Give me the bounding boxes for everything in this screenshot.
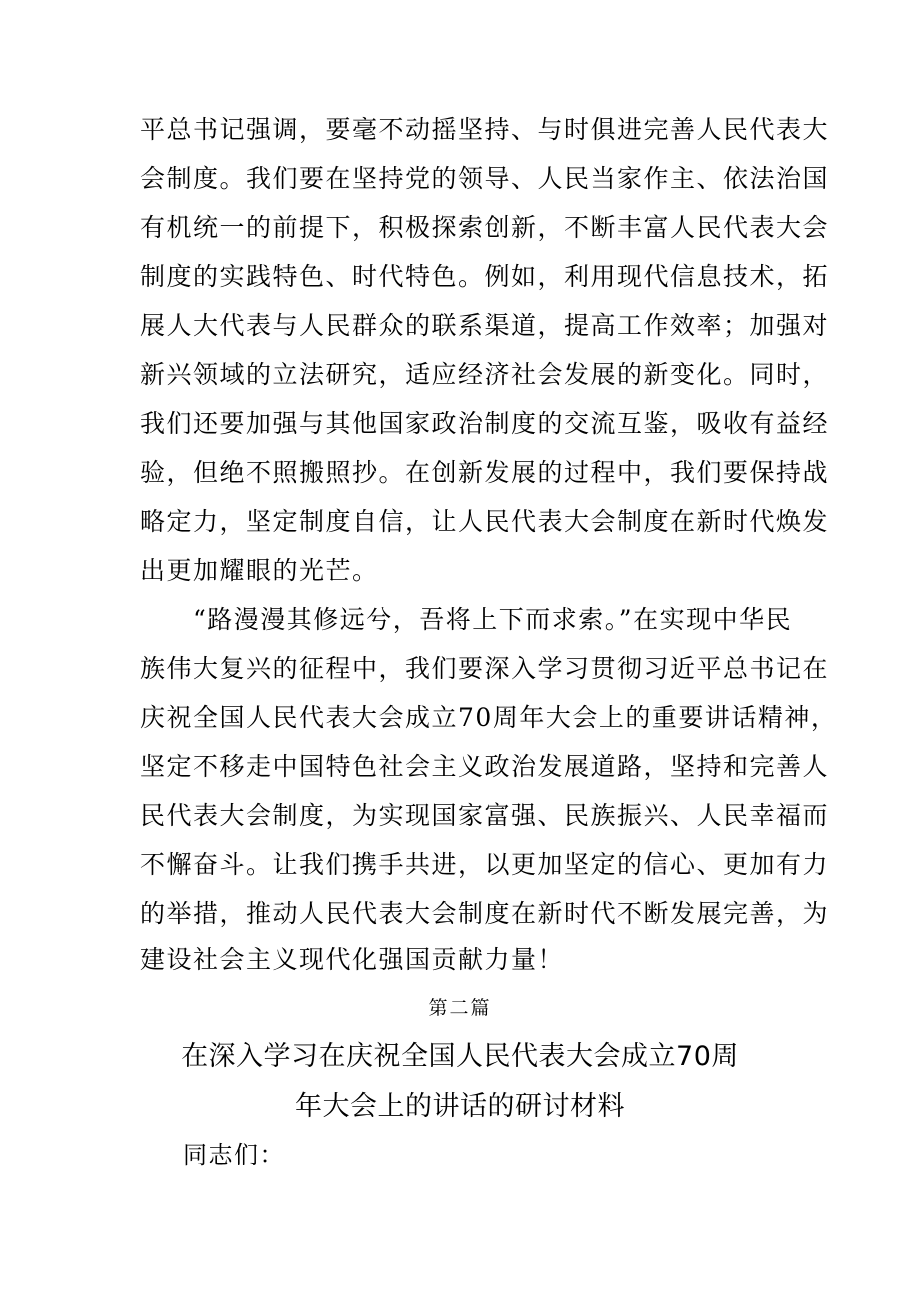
- paragraph-line: 民代表大会制度，为实现国家富强、民族振兴、人民幸福而: [140, 801, 830, 830]
- title-line-1: 在深入学习在庆祝全国人民代表大会成立70周: [181, 1041, 739, 1072]
- paragraph-line: 略定力，坚定制度自信，让人民代表大会制度在新时代焕发: [140, 507, 830, 536]
- paragraph-line: 建设社会主义现代化强国贡献力量！: [140, 945, 565, 974]
- paragraph-line: 坚定不移走中国特色社会主义政治发展道路，坚持和完善人: [140, 752, 830, 781]
- paragraph-line: 展人大代表与人民群众的联系渠道，提高工作效率；加强对: [140, 311, 830, 340]
- section-label: 第二篇: [428, 997, 492, 1019]
- title-line-2: 年大会上的讲话的研讨材料: [295, 1091, 625, 1122]
- paragraph-line: 不懈奋斗。让我们携手共进，以更加坚定的信心、更加有力: [140, 850, 830, 879]
- paragraph-line: 族伟大复兴的征程中，我们要深入学习贯彻习近平总书记在: [140, 654, 830, 683]
- paragraph-line: 的举措，推动人民代表大会制度在新时代不断发展完善，为: [140, 899, 830, 928]
- paragraph-line: 庆祝全国人民代表大会成立70周年大会上的重要讲话精神，: [140, 703, 838, 732]
- paragraph-line: 新兴领域的立法研究，适应经济社会发展的新变化。同时，: [140, 360, 830, 389]
- paragraph-line: 制度的实践特色、时代特色。例如，利用现代信息技术，拓: [140, 262, 830, 291]
- paragraph-line: 我们还要加强与其他国家政治制度的交流互鉴，吸收有益经: [140, 409, 830, 438]
- paragraph-line: “路漫漫其修远兮，吾将上下而求索。”在实现中华民: [140, 605, 793, 634]
- paragraph-line: 验，但绝不照搬照抄。在创新发展的过程中，我们要保持战: [140, 458, 830, 487]
- salutation: 同志们：: [183, 1141, 285, 1169]
- paragraph-line: 有机统一的前提下，积极探索创新，不断丰富人民代表大会: [140, 213, 830, 242]
- paragraph-line: 平总书记强调，要毫不动摇坚持、与时俱进完善人民代表大: [140, 115, 830, 144]
- paragraph-line: 会制度。我们要在坚持党的领导、人民当家作主、依法治国: [140, 164, 830, 193]
- paragraph-line: 出更加耀眼的光芒。: [140, 556, 379, 585]
